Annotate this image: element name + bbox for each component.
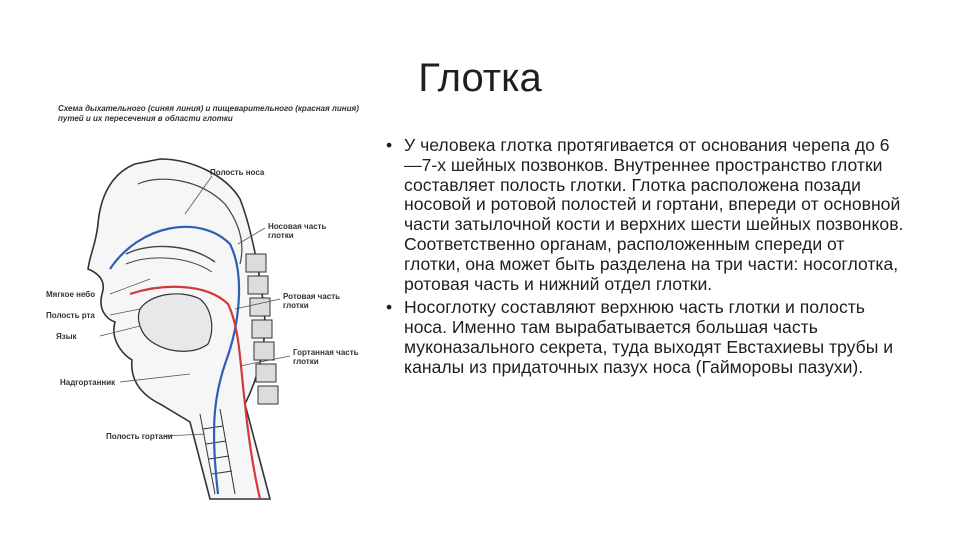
bullet-list [384, 136, 904, 378]
vertebra [256, 364, 276, 382]
label-larynx-cavity: Полость гортани [106, 432, 173, 441]
vertebra [250, 298, 270, 316]
figure-caption: Схема дыхательного (синяя линия) и пищеварительного (красная линия) путей и их пересечения в области глотки [58, 104, 359, 123]
pharynx-diagram [40, 104, 370, 504]
bullet-text: У человека глотка протягивается от основания черепа до 6—7-х шейных позвонков. Внутреннее пространство глотки составляет полость глотки. Глотка расположена позади носовой и ротовой полостей и гортани, впереди от основной части затылочной кости и верхних шести шейных позвонков. Соответственно органам, расположенным спереди от глотки, она может быть разделена на три части: носоглотка, ротовая часть и нижний отдел глотки. [404, 135, 904, 294]
label-nasal-cavity: Полость носа [210, 168, 265, 177]
bullet-icon: • [386, 135, 393, 155]
vertebra [254, 342, 274, 360]
label-nasopharynx: Носовая часть глотки [268, 222, 327, 240]
vertebra [248, 276, 268, 294]
label-laryngopharynx: Гортанная часть глотки [293, 348, 359, 366]
vertebra [246, 254, 266, 272]
slide-content [384, 136, 904, 382]
vertebra [252, 320, 272, 338]
label-oropharynx: Ротовая часть глотки [283, 292, 341, 310]
label-oral-cavity: Полость рта [46, 311, 95, 320]
label-epiglottis: Надгортанник [60, 378, 116, 387]
bullet-text: Носоглотку составляют верхнюю часть глотки и полость носа. Именно там вырабатывается большая часть муконазального секрета, туда выходят Евстахиевы трубы и каналы из придаточных пазух носа (Гайморовы пазухи). [404, 297, 894, 377]
label-soft-palate: Мягкое небо [46, 290, 96, 299]
bullet-icon: • [386, 297, 393, 318]
bullet-item [384, 136, 904, 294]
label-tongue: Язык [56, 332, 77, 341]
bullet-item [384, 298, 904, 377]
vertebra [258, 386, 278, 404]
slide-title: Глотка [418, 56, 542, 100]
